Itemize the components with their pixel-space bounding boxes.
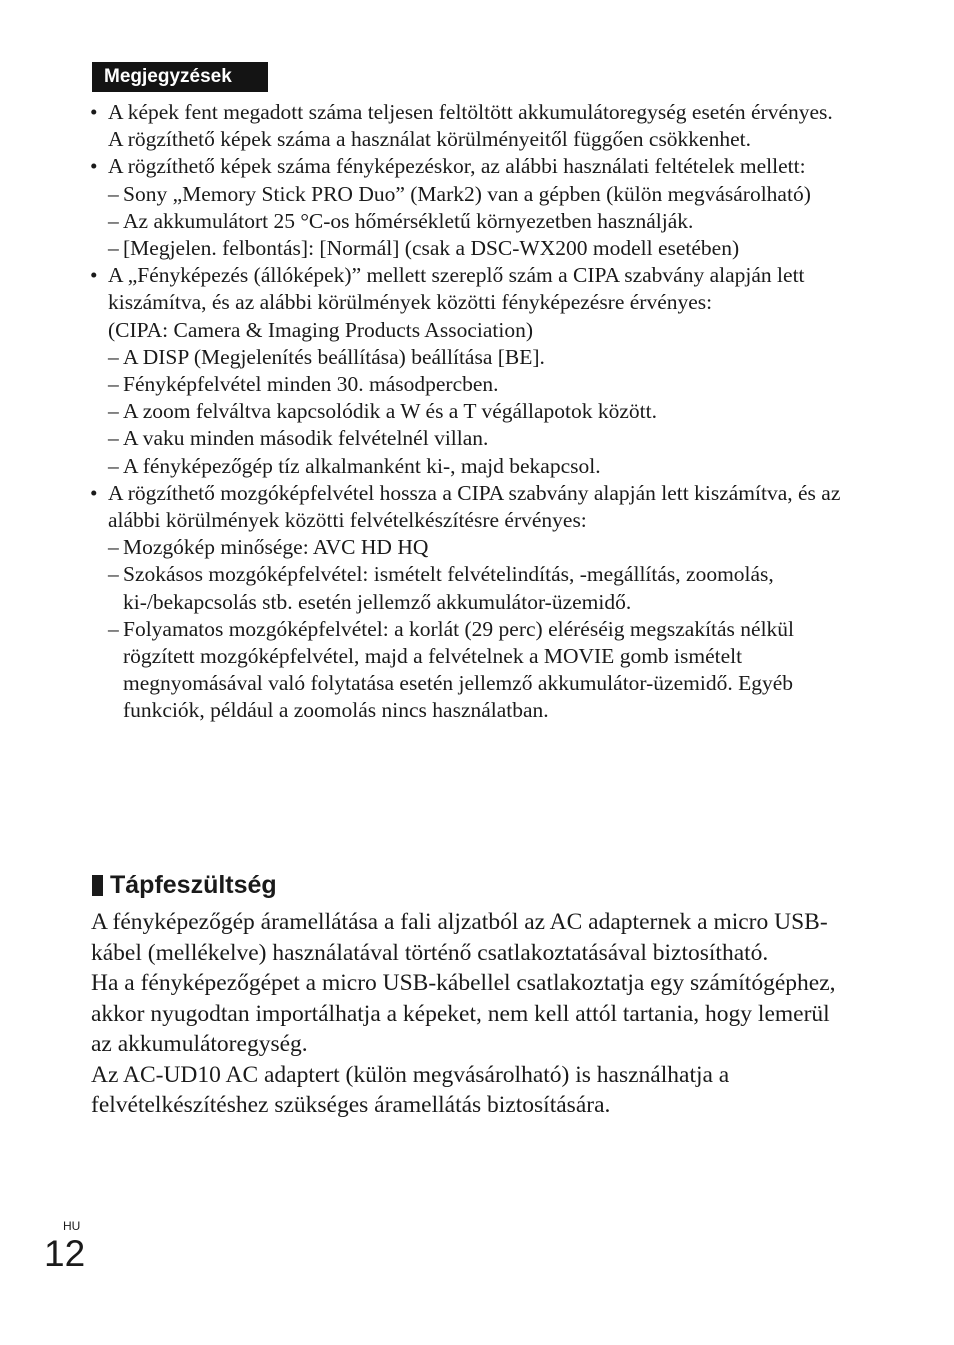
section-body [91, 907, 851, 1121]
note-bullet-item: • A „Fényképezés (állóképek)” mellett szereplő szám a CIPA szabvány alapján lett kiszámítva, és az alábbi körülmények közötti fényképezésre érvényes: [90, 262, 850, 316]
note-dash-item: – Folyamatos mozgóképfelvétel: a korlát (29 perc) eléréséig megszakítás nélkül rögzített mozgóképfelvétel, majd a felvételnek a MOVIE gomb ismételt megnyomásával való folytatása esetén jellemző akkumulátor-üzemidő. Egyéb funkciók, például a zoomolás nincs használatban. [90, 616, 850, 725]
note-dash-item: – A fényképezőgép tíz alkalmanként ki-, majd bekapcsol. [90, 453, 850, 480]
body-paragraph: Ha a fényképezőgépet a micro USB-kábellel csatlakoztatja egy számítógéphez, akkor nyugodtan importálhatja a képeket, nem kell attól tartania, hogy lemerül az akkumulátoregység. [91, 970, 836, 1057]
note-dash-item: – Szokásos mozgóképfelvétel: ismételt felvételindítás, -megállítás, zoomolás, ki-/bekapcsolás stb. esetén jellemző akkumulátor-üzemidő. [90, 561, 850, 615]
note-bullet-item: • A képek fent megadott száma teljesen feltöltött akkumulátoregység esetén érvényes. A rögzíthető képek száma a használat körülményeitől függően csökkenhet. [90, 99, 850, 153]
note-dash-item: – Mozgókép minősége: AVC HD HQ [90, 534, 850, 561]
note-dash-item: – Fényképfelvétel minden 30. másodpercben. [90, 371, 850, 398]
note-bullet-item: • A rögzíthető mozgóképfelvétel hossza a CIPA szabvány alapján lett kiszámítva, és az alábbi körülmények közötti felvételkészítésre érvényes: [90, 480, 850, 534]
note-dash-item: – Az akkumulátort 25 °C-os hőmérsékletű környezetben használják. [90, 208, 850, 235]
section-title: Tápfeszültség [110, 871, 277, 899]
note-dash-item: – A vaku minden második felvételnél villan. [90, 425, 850, 452]
section-heading [92, 868, 277, 902]
note-bullet-item: • A rögzíthető képek száma fényképezéskor, az alábbi használati feltételek mellett: [90, 153, 850, 180]
body-paragraph: A fényképezőgép áramellátása a fali aljzatból az AC adapternek a micro USB-kábel (mellékelve) használatával történő csatlakoztatásával biztosítható. [91, 909, 828, 966]
heading-marker-icon [92, 875, 103, 896]
note-plain-line: (CIPA: Camera & Imaging Products Association) [108, 317, 533, 342]
note-dash-item: – A zoom felváltva kapcsolódik a W és a T végállapotok között. [90, 398, 850, 425]
note-dash-item: – Sony „Memory Stick PRO Duo” (Mark2) van a gépben (külön megvásárolható) [90, 181, 850, 208]
note-dash-item: – [Megjelen. felbontás]: [Normál] (csak a DSC-WX200 modell esetében) [90, 235, 850, 262]
notes-heading-badge: Megjegyzések [92, 62, 268, 92]
note-dash-item: – A DISP (Megjelenítés beállítása) beállítása [BE]. [90, 344, 850, 371]
notes-list [90, 99, 850, 725]
page-number: 12 [44, 1233, 86, 1274]
language-code: HU [63, 1219, 81, 1233]
body-paragraph: Az AC-UD10 AC adaptert (külön megvásárolható) is használhatja a felvételkészítéshez szükséges áramellátás biztosítására. [91, 1061, 730, 1118]
